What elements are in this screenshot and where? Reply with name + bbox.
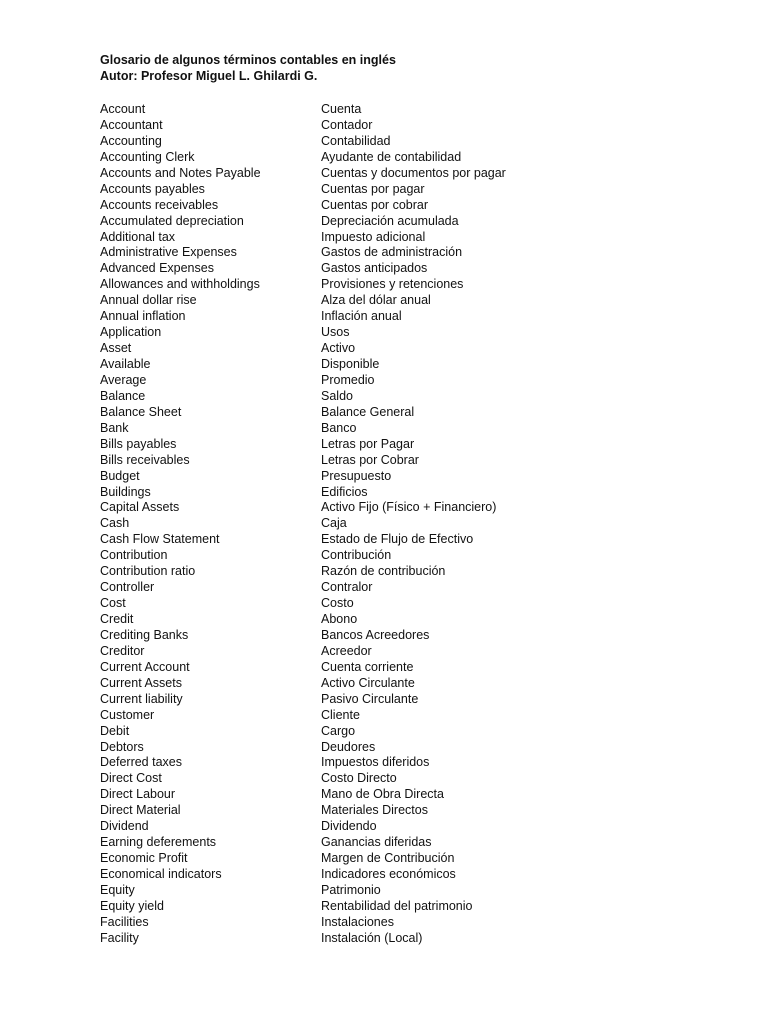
english-term: Accounts receivables	[100, 197, 219, 212]
english-term: Additional tax	[100, 229, 176, 244]
english-term: Balance	[100, 388, 146, 403]
english-term: Current Assets	[100, 675, 182, 690]
glossary-row	[100, 771, 740, 787]
spanish-term: Razón de contribución	[321, 564, 446, 579]
english-term: Dividend	[100, 819, 149, 834]
spanish-term: Abono	[321, 612, 358, 626]
spanish-term: Cliente	[321, 707, 360, 722]
glossary-row	[100, 245, 740, 261]
spanish-term: Bancos Acreedores	[321, 627, 430, 642]
glossary-row	[100, 612, 740, 628]
english-term: Customer	[100, 707, 155, 722]
glossary-row	[100, 437, 740, 453]
english-term: Accounting Clerk	[100, 149, 195, 164]
spanish-term: Presupuesto	[321, 468, 392, 483]
glossary-row	[100, 740, 740, 756]
english-term: Controller	[100, 580, 155, 595]
english-term: Asset	[100, 341, 132, 356]
spanish-term: Balance General	[321, 404, 415, 419]
glossary-row	[100, 787, 740, 803]
english-term: Deferred taxes	[100, 755, 182, 770]
spanish-term: Instalación (Local)	[321, 930, 423, 945]
glossary-row	[100, 102, 740, 118]
document-author: Autor: Profesor Miguel L. Ghilardi G.	[100, 69, 318, 83]
glossary-row	[100, 628, 740, 644]
spanish-term: Gastos anticipados	[321, 261, 428, 276]
glossary-row	[100, 915, 740, 931]
glossary-row	[100, 485, 740, 501]
spanish-term: Rentabilidad del patrimonio	[321, 898, 473, 913]
glossary-row	[100, 803, 740, 819]
spanish-term: Dividendo	[321, 819, 377, 834]
english-term: Equity yield	[100, 898, 164, 913]
spanish-term: Provisiones y retenciones	[321, 277, 464, 292]
glossary-row	[100, 660, 740, 676]
glossary-row	[100, 500, 740, 516]
glossary-row	[100, 724, 740, 740]
spanish-term: Activo Fijo (Físico + Financiero)	[321, 500, 497, 515]
english-term: Advanced Expenses	[100, 261, 214, 276]
english-term: Debit	[100, 723, 130, 738]
glossary-row	[100, 214, 740, 230]
spanish-term: Caja	[321, 516, 347, 531]
glossary-row	[100, 883, 740, 899]
glossary-row	[100, 182, 740, 198]
spanish-term: Ganancias diferidas	[321, 835, 432, 850]
glossary-row	[100, 516, 740, 532]
spanish-term: Contabilidad	[321, 133, 391, 148]
spanish-term: Margen de Contribución	[321, 851, 455, 866]
english-term: Accounts payables	[100, 181, 205, 196]
english-term: Cost	[100, 596, 126, 611]
glossary-row	[100, 580, 740, 596]
english-term: Buildings	[100, 484, 151, 499]
spanish-term: Costo Directo	[321, 771, 397, 786]
spanish-term: Patrimonio	[321, 882, 381, 897]
english-term: Balance Sheet	[100, 404, 182, 419]
english-term: Accounting	[100, 133, 162, 148]
glossary-row	[100, 692, 740, 708]
glossary-row	[100, 644, 740, 660]
english-term: Credit	[100, 612, 134, 626]
glossary-row	[100, 421, 740, 437]
spanish-term: Impuestos diferidos	[321, 755, 430, 770]
spanish-term: Cuenta	[321, 102, 362, 116]
spanish-term: Contralor	[321, 580, 373, 595]
glossary-list	[100, 102, 740, 947]
english-term: Facility	[100, 930, 139, 945]
english-term: Economic Profit	[100, 851, 188, 866]
english-term: Cash Flow Statement	[100, 532, 220, 547]
document-title: Glosario de algunos términos contables en inglés	[100, 53, 396, 67]
spanish-term: Gastos de administración	[321, 245, 463, 260]
glossary-row	[100, 134, 740, 150]
spanish-term: Activo	[321, 341, 356, 356]
glossary-row	[100, 150, 740, 166]
spanish-term: Materiales Directos	[321, 803, 428, 818]
spanish-term: Letras por Pagar	[321, 436, 415, 451]
english-term: Application	[100, 325, 162, 340]
spanish-term: Activo Circulante	[321, 675, 415, 690]
glossary-row	[100, 851, 740, 867]
english-term: Facilities	[100, 914, 149, 929]
spanish-term: Acreedor	[321, 643, 372, 658]
glossary-row	[100, 548, 740, 564]
english-term: Bills receivables	[100, 452, 190, 467]
glossary-row	[100, 261, 740, 277]
spanish-term: Alza del dólar anual	[321, 293, 431, 308]
glossary-row	[100, 341, 740, 357]
spanish-term: Cuenta corriente	[321, 659, 414, 674]
glossary-row	[100, 835, 740, 851]
english-term: Available	[100, 357, 151, 371]
spanish-term: Estado de Flujo de Efectivo	[321, 532, 474, 547]
glossary-row	[100, 676, 740, 692]
spanish-term: Impuesto adicional	[321, 229, 426, 244]
glossary-row	[100, 230, 740, 246]
spanish-term: Letras por Cobrar	[321, 452, 419, 467]
spanish-term: Indicadores económicos	[321, 867, 456, 881]
english-term: Equity	[100, 882, 135, 897]
english-term: Accumulated depreciation	[100, 213, 244, 228]
spanish-term: Cuentas y documentos por pagar	[321, 165, 506, 180]
spanish-term: Banco	[321, 420, 357, 435]
spanish-term: Pasivo Circulante	[321, 691, 419, 706]
english-term: Account	[100, 102, 146, 116]
english-term: Current liability	[100, 691, 183, 706]
spanish-term: Ayudante de contabilidad	[321, 149, 462, 164]
glossary-row	[100, 309, 740, 325]
glossary-row	[100, 293, 740, 309]
glossary-row	[100, 596, 740, 612]
glossary-row	[100, 453, 740, 469]
glossary-row	[100, 755, 740, 771]
spanish-term: Depreciación acumulada	[321, 213, 459, 228]
english-term: Cash	[100, 516, 130, 531]
glossary-row	[100, 899, 740, 915]
glossary-row	[100, 405, 740, 421]
english-term: Debtors	[100, 739, 144, 754]
glossary-row	[100, 708, 740, 724]
english-term: Direct Material	[100, 803, 181, 818]
english-term: Annual inflation	[100, 309, 186, 324]
glossary-row	[100, 277, 740, 293]
spanish-term: Cuentas por cobrar	[321, 197, 429, 212]
spanish-term: Mano de Obra Directa	[321, 787, 444, 802]
glossary-row	[100, 118, 740, 134]
glossary-row	[100, 389, 740, 405]
english-term: Crediting Banks	[100, 627, 189, 642]
spanish-term: Cargo	[321, 723, 356, 738]
spanish-term: Edificios	[321, 484, 368, 499]
spanish-term: Inflación anual	[321, 309, 402, 324]
english-term: Budget	[100, 468, 140, 483]
spanish-term: Cuentas por pagar	[321, 181, 425, 196]
glossary-row	[100, 373, 740, 389]
english-term: Accounts and Notes Payable	[100, 165, 261, 180]
glossary-row	[100, 198, 740, 214]
glossary-row	[100, 357, 740, 373]
english-term: Contribution ratio	[100, 564, 196, 579]
english-term: Direct Cost	[100, 771, 162, 786]
glossary-row	[100, 819, 740, 835]
english-term: Current Account	[100, 659, 190, 674]
spanish-term: Contribución	[321, 548, 392, 563]
english-term: Administrative Expenses	[100, 245, 237, 260]
english-term: Earning deferements	[100, 835, 217, 850]
spanish-term: Costo	[321, 596, 354, 611]
glossary-row	[100, 166, 740, 182]
glossary-row	[100, 532, 740, 548]
document-page	[100, 52, 740, 947]
english-term: Creditor	[100, 643, 145, 658]
spanish-term: Usos	[321, 325, 350, 340]
english-term: Capital Assets	[100, 500, 180, 515]
english-term: Economical indicators	[100, 867, 222, 881]
spacer	[100, 84, 740, 102]
english-term: Average	[100, 372, 147, 387]
glossary-row	[100, 469, 740, 485]
spanish-term: Disponible	[321, 357, 380, 371]
spanish-term: Instalaciones	[321, 914, 394, 929]
glossary-row	[100, 564, 740, 580]
spanish-term: Saldo	[321, 388, 353, 403]
english-term: Bills payables	[100, 436, 177, 451]
english-term: Contribution	[100, 548, 168, 563]
spanish-term: Promedio	[321, 372, 375, 387]
english-term: Annual dollar rise	[100, 293, 197, 308]
english-term: Direct Labour	[100, 787, 176, 802]
english-term: Accountant	[100, 117, 163, 132]
english-term: Bank	[100, 420, 129, 435]
english-term: Allowances and withholdings	[100, 277, 260, 292]
glossary-row	[100, 325, 740, 341]
spanish-term: Contador	[321, 117, 373, 132]
spanish-term: Deudores	[321, 739, 376, 754]
glossary-row	[100, 931, 740, 947]
glossary-row	[100, 867, 740, 883]
